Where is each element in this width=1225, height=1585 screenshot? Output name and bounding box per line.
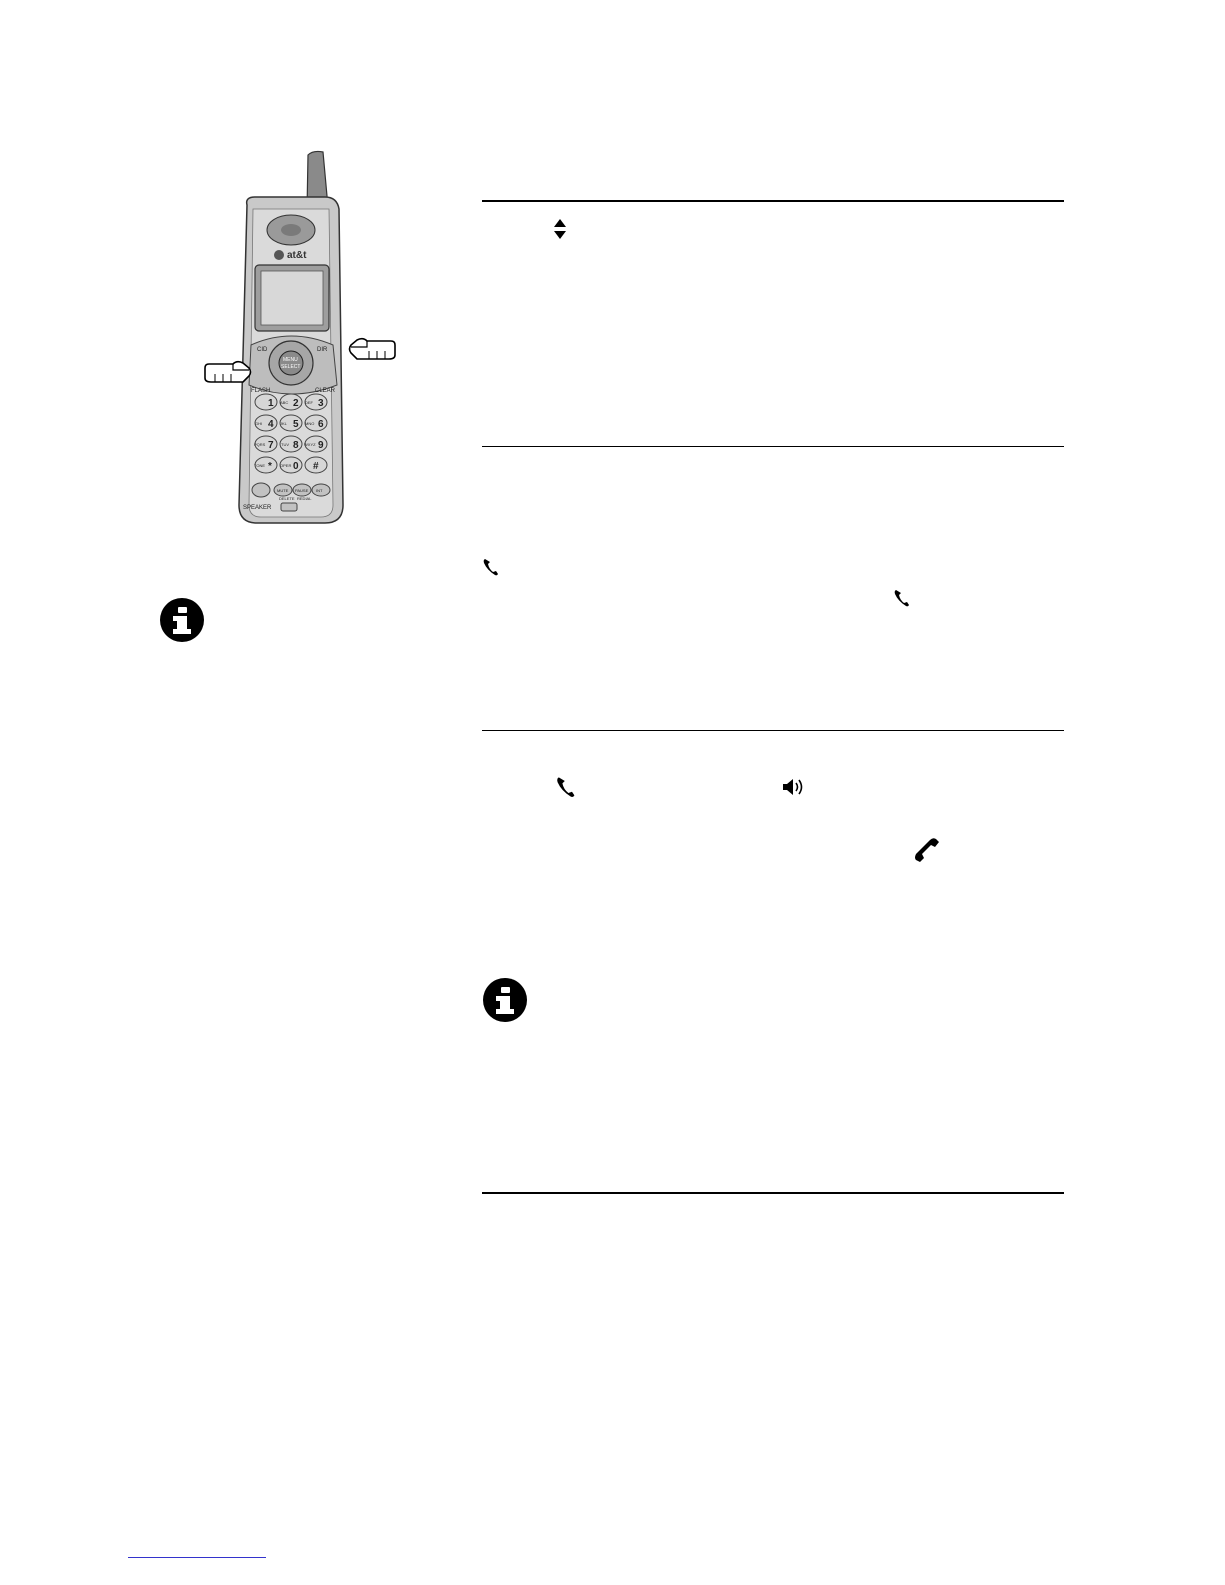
select-key-label: SELECT <box>281 364 301 370</box>
section-divider <box>482 730 1064 731</box>
key-8-letters: TUV <box>281 442 289 447</box>
phone-icon <box>555 775 577 799</box>
pause-key-label: PAUSE <box>295 488 309 493</box>
key-9: 9 <box>318 440 324 451</box>
key-0: 0 <box>293 461 299 472</box>
key-2-letters: ABC <box>280 400 289 405</box>
key-1: 1 <box>268 398 274 409</box>
key-star-letters: TONE <box>254 463 266 468</box>
key-7-letters: PQRS <box>254 442 266 447</box>
key-star: * <box>268 461 272 472</box>
cid-key-label: CID <box>257 347 268 353</box>
clear-key-label: CLEAR <box>315 388 336 394</box>
key-5: 5 <box>293 419 299 430</box>
key-6-letters: MNO <box>305 421 315 426</box>
off-hook-icon <box>912 836 942 864</box>
key-4: 4 <box>268 419 274 430</box>
delete-key-label: DELETE <box>279 496 295 501</box>
key-9-letters: WXYZ <box>304 442 316 447</box>
footer-link-underline <box>128 1557 266 1558</box>
redial-key-label: REDIAL <box>297 496 312 501</box>
flash-key-label: FLASH <box>251 388 271 394</box>
key-2: 2 <box>293 398 299 409</box>
pointing-hand-icon <box>203 360 253 386</box>
phone-icon <box>482 557 500 577</box>
key-6: 6 <box>318 419 324 430</box>
phone-icon <box>893 588 911 608</box>
key-0-letters: OPER <box>280 463 292 468</box>
section-divider <box>482 446 1064 447</box>
key-3-letters: DEF <box>305 400 313 405</box>
key-4-letters: GHI <box>255 421 263 426</box>
section-divider <box>482 200 1064 202</box>
speaker-key-label: SPEAKER <box>243 505 272 511</box>
key-8: 8 <box>293 440 299 451</box>
info-note-icon <box>158 596 206 644</box>
info-note-icon <box>481 976 529 1024</box>
key-7: 7 <box>268 440 274 451</box>
key-3: 3 <box>318 398 324 409</box>
speaker-icon <box>781 777 807 797</box>
key-pound: # <box>313 461 319 472</box>
key-5-letters: JKL <box>280 421 287 426</box>
handset-brand: at&t <box>287 250 307 261</box>
mute-key-label: MUTE <box>277 488 289 493</box>
pointing-hand-icon <box>347 337 397 363</box>
intercom-key-label: INT <box>316 488 323 493</box>
section-divider <box>482 1192 1064 1194</box>
dir-key-label: DIR <box>317 347 328 353</box>
menu-key-label: MENU <box>283 357 298 363</box>
scroll-up-down-icon <box>552 218 568 240</box>
